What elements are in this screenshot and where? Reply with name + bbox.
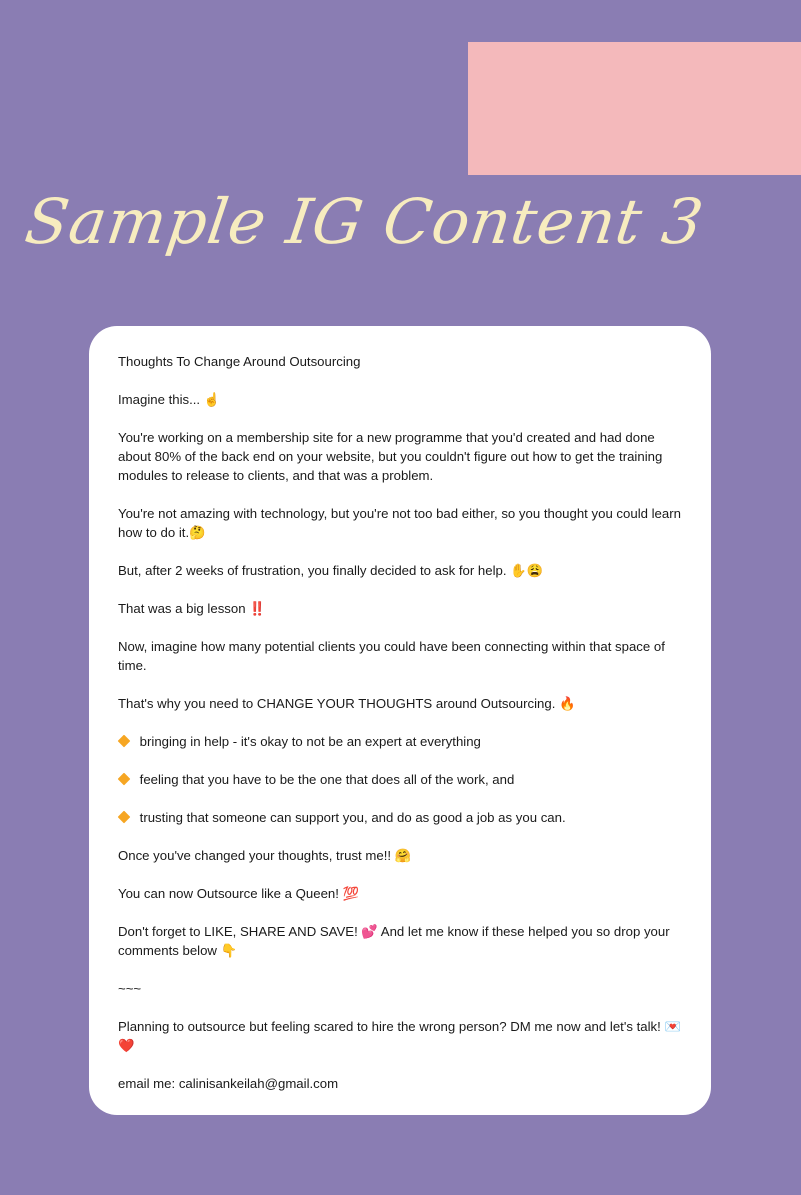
orange-diamond-icon [118,735,131,748]
page-title: Sample IG Content 3 [20,185,709,258]
post-paragraph: Don't forget to LIKE, SHARE AND SAVE! 💕 And let me know if these helped you so drop your comments below 👇 [118,924,670,958]
bullet-text: bringing in help - it's okay to not be an expert at everything [139,734,481,749]
post-paragraph: That's why you need to CHANGE YOUR THOUGHTS around Outsourcing. 🔥 [118,696,576,711]
orange-diamond-icon [118,811,131,824]
bullet-item [118,732,681,751]
post-heading: Thoughts To Change Around Outsourcing [118,354,361,369]
post-paragraph: You're not amazing with technology, but you're not too bad either, so you thought you could learn how to do it.🤔 [118,506,681,540]
post-paragraph: Imagine this... ☝️ [118,392,221,407]
post-card [89,326,711,1115]
post-divider: ~~~ [118,981,142,996]
bullet-text: trusting that someone can support you, and do as good a job as you can. [139,810,566,825]
bullet-item [118,770,681,789]
post-paragraph: That was a big lesson ‼️ [118,601,266,616]
bullet-item [118,808,681,827]
pink-accent-block [468,42,801,175]
post-paragraph: But, after 2 weeks of frustration, you finally decided to ask for help. ✋😩 [118,563,544,578]
bullet-text: feeling that you have to be the one that does all of the work, and [139,772,515,787]
orange-diamond-icon [118,773,131,786]
post-email: email me: calinisankeilah@gmail.com [118,1076,339,1091]
post-paragraph: You're working on a membership site for a new programme that you'd created and had done about 80% of the back end on your website, but you couldn't figure out how to get the training modules to release to clients, and that was a problem. [118,430,663,483]
post-paragraph: Planning to outsource but feeling scared to hire the wrong person? DM me now and let's talk! 💌❤️ [118,1019,681,1053]
post-paragraph: Once you've changed your thoughts, trust me!! 🤗 [118,848,412,863]
post-paragraph: You can now Outsource like a Queen! 💯 [118,886,359,901]
post-paragraph: Now, imagine how many potential clients you could have been connecting within that space of time. [118,639,665,673]
